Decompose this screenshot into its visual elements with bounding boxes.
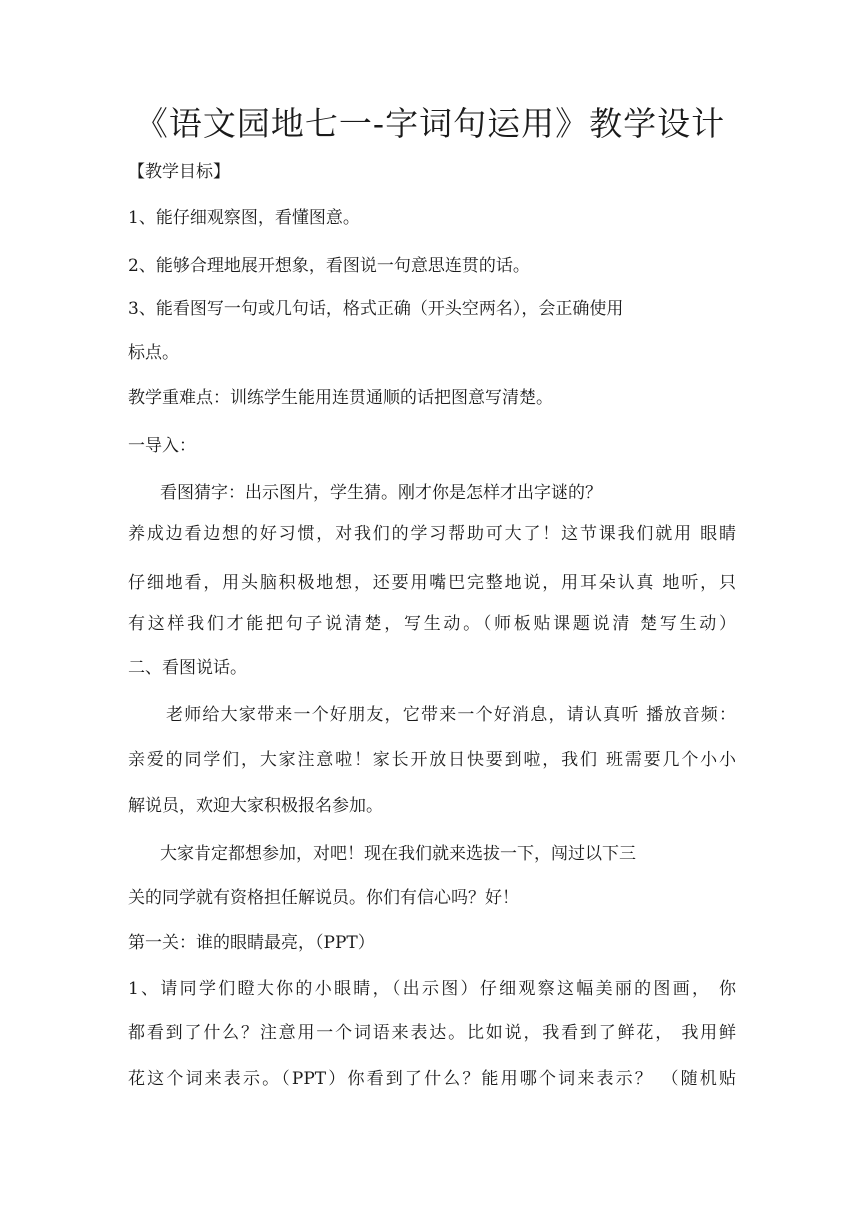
- paragraph-habit-line-1: 养成边看边想的好习惯，对我们的学习帮助可大了！这节课我们就用 眼睛: [128, 524, 736, 544]
- paragraph-audio-line-2: 亲爱的同学们，大家注意啦！家长开放日快要到啦，我们 班需要几个小小: [128, 750, 736, 770]
- section-heading-objectives: 【教学目标】: [128, 162, 230, 182]
- level-one-heading: 第一关：谁的眼睛最亮，（PPT）: [128, 933, 375, 953]
- paragraph-riddle: 看图猜字：出示图片，学生猜。刚才你是怎样才出字谜的？: [160, 483, 602, 503]
- key-difficulty: 教学重难点：训练学生能用连贯通顺的话把图意写清楚。: [128, 388, 553, 408]
- objective-1: 1、能仔细观察图，看懂图意。: [128, 208, 360, 228]
- paragraph-observe-line-3: 花这个词来表示。（PPT）你看到了什么？能用哪个词来表示？ （随机贴: [128, 1069, 736, 1089]
- paragraph-selection-line-2: 关的同学就有资格担任解说员。你们有信心吗？好！: [128, 888, 519, 908]
- objective-3: 3、能看图写一句或几句话，格式正确（开头空两名），会正确使用: [128, 299, 624, 319]
- paragraph-habit-line-2: 仔细地看，用头脑积极地想，还要用嘴巴完整地说，用耳朵认真 地听，只: [128, 573, 736, 593]
- section-heading-picture-talk: 二、看图说话。: [128, 658, 247, 678]
- paragraph-habit-line-3: 有这样我们才能把句子说清楚，写生动。（师板贴课题说清 楚写生动）: [128, 614, 736, 634]
- objective-2: 2、能够合理地展开想象，看图说一句意思连贯的话。: [128, 256, 530, 276]
- section-heading-introduction: 一导入：: [128, 436, 196, 456]
- paragraph-audio-line-3: 解说员，欢迎大家积极报名参加。: [128, 796, 383, 816]
- document-title: 《语文园地七一-字词句运用》教学设计: [134, 104, 726, 143]
- paragraph-audio-line-1: 老师给大家带来一个好朋友，它带来一个好消息，请认真听 播放音频：: [166, 705, 736, 725]
- paragraph-observe-line-2: 都看到了什么？注意用一个词语来表达。比如说，我看到了鲜花， 我用鲜: [128, 1023, 736, 1043]
- paragraph-observe-line-1: 1、请同学们瞪大你的小眼睛，（出示图）仔细观察这幅美丽的图画， 你: [128, 979, 736, 999]
- objective-3-continued: 标点。: [128, 343, 179, 363]
- paragraph-selection-line-1: 大家肯定都想参加，对吧！现在我们就来选拔一下，闯过以下三: [160, 844, 636, 864]
